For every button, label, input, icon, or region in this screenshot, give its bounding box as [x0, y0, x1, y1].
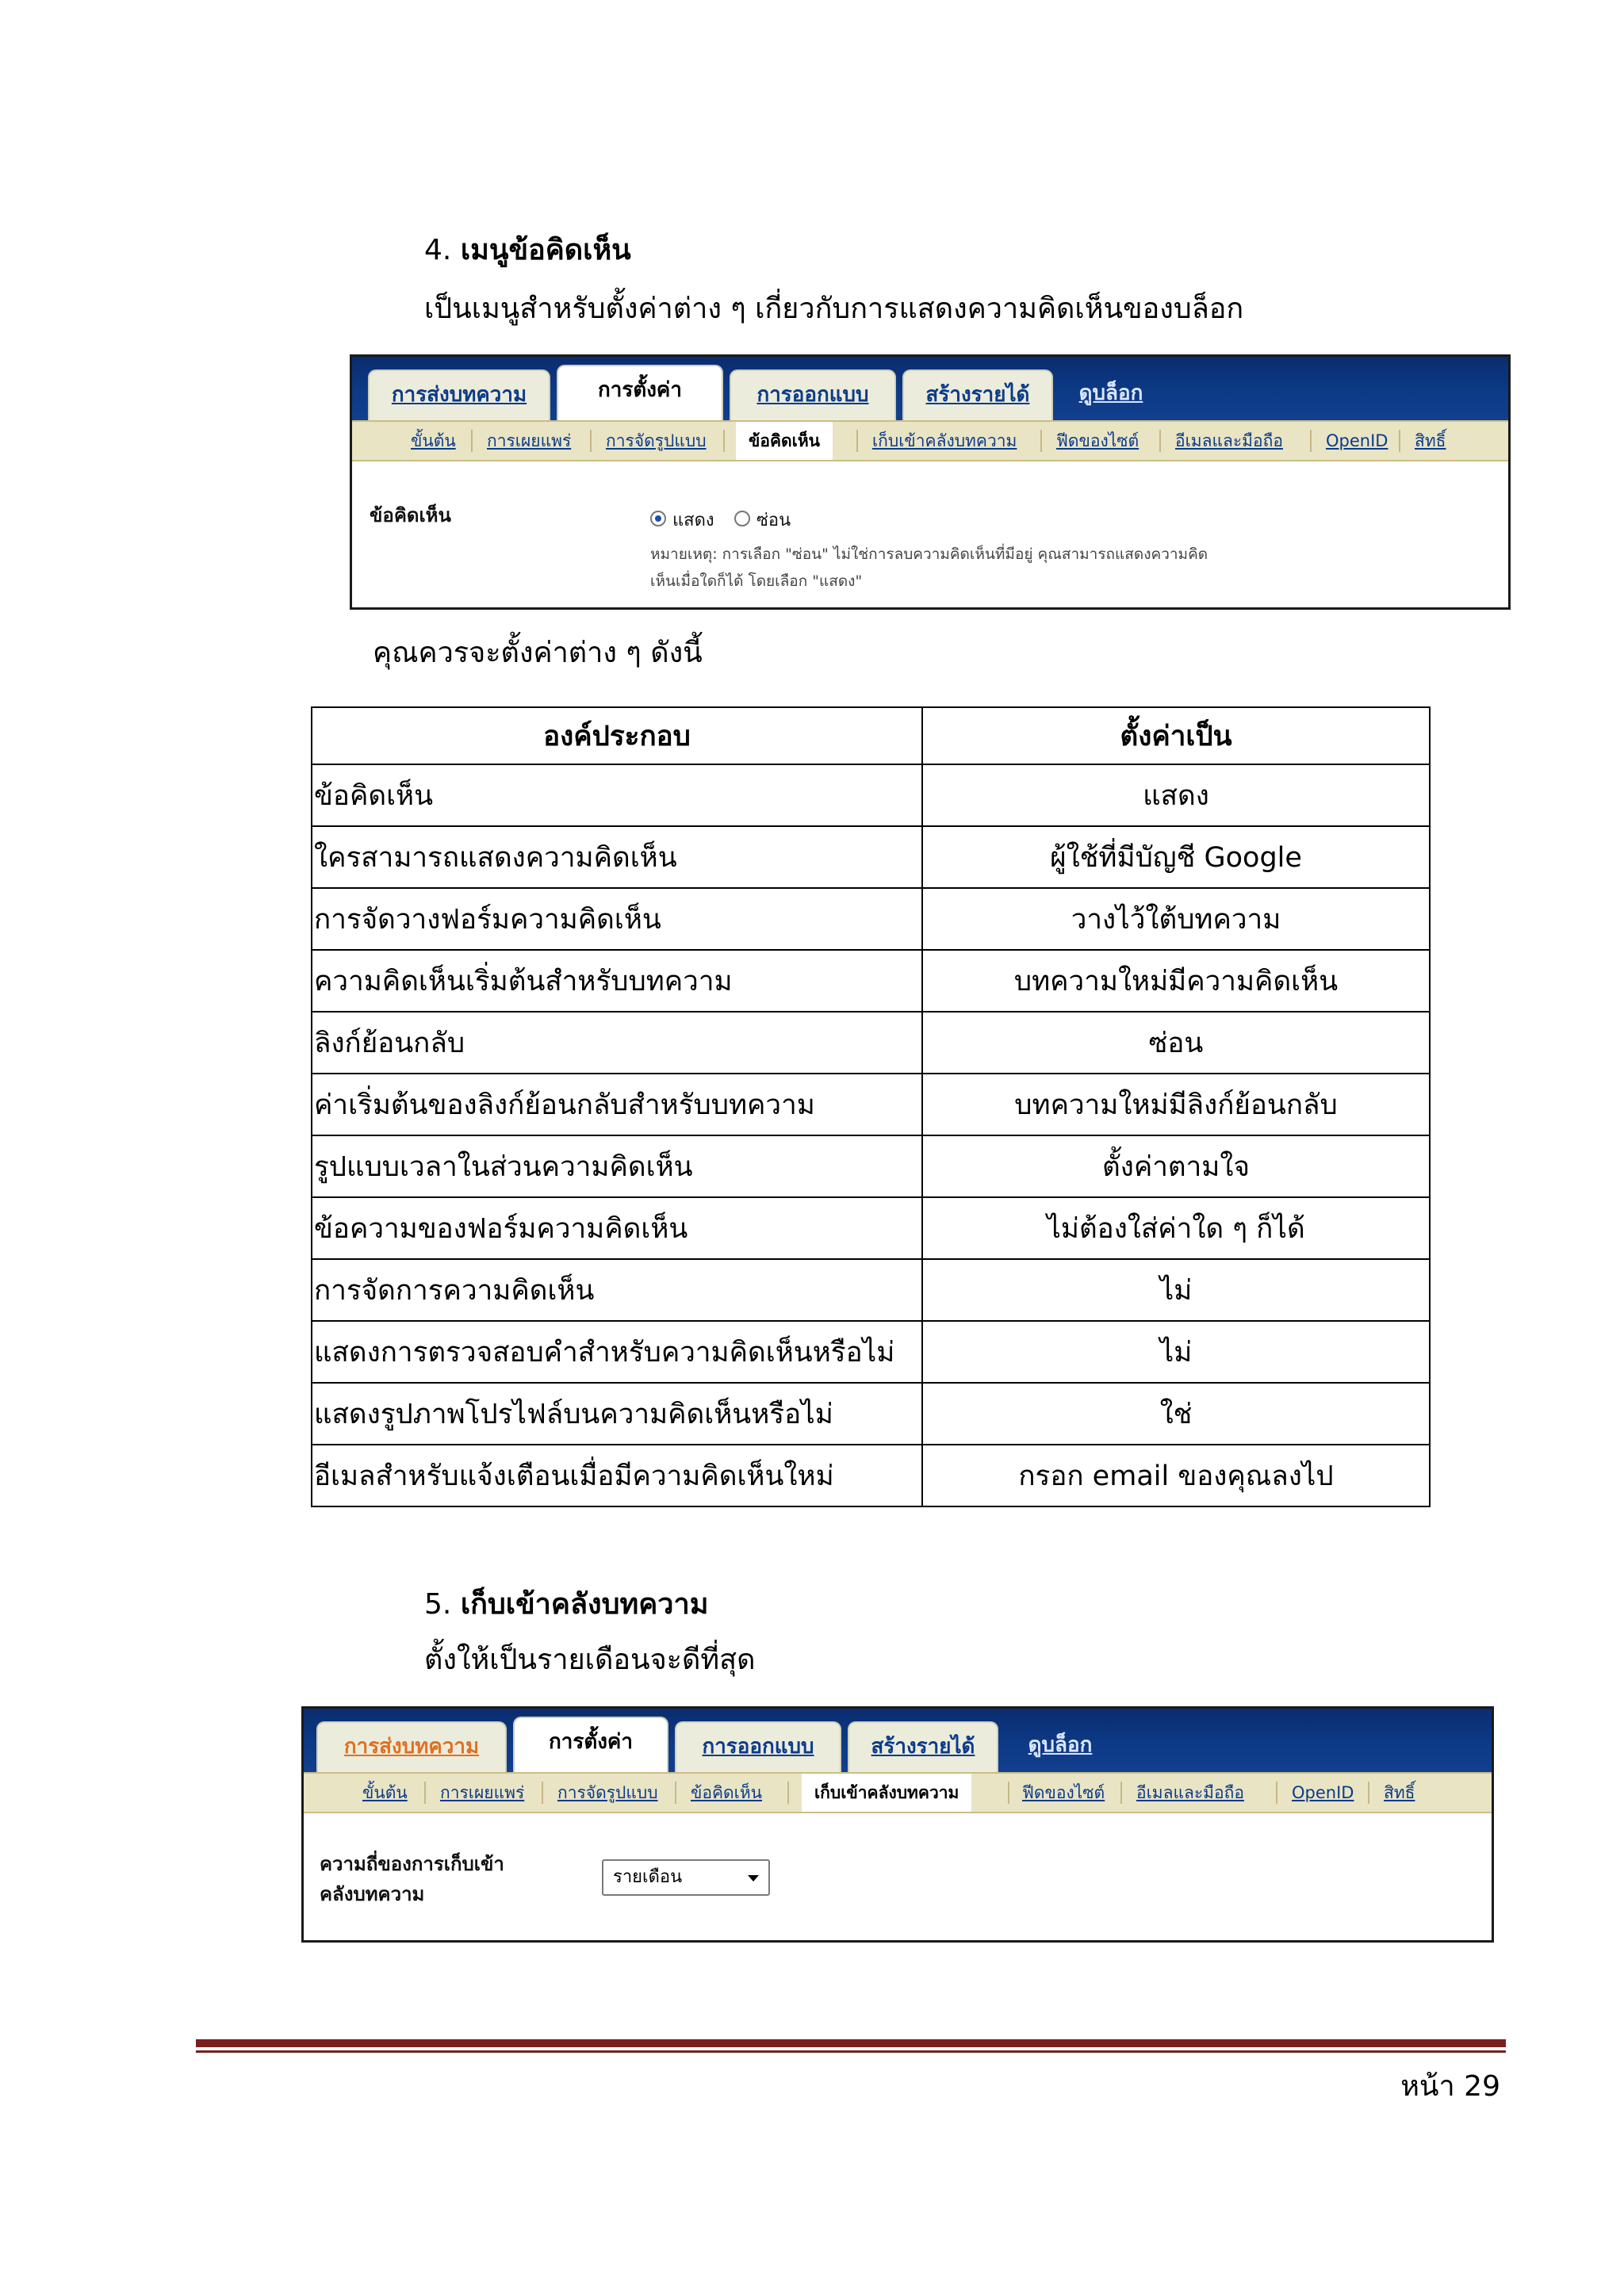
chevron-down-icon — [748, 1875, 759, 1881]
table-cell-value: บทความใหม่มีความคิดเห็น — [922, 950, 1430, 1012]
radio-show-label: แสดง — [672, 511, 714, 530]
table-row — [312, 888, 1430, 950]
subnav-archiving[interactable]: เก็บเข้าคลังบทความ — [872, 431, 1017, 450]
table-cell-element: ค่าเริ่มต้นของลิงก์ย้อนกลับสำหรับบทความ — [312, 1074, 922, 1135]
radio-show[interactable] — [650, 511, 666, 526]
table-row — [312, 1197, 1430, 1259]
subnav-basic[interactable]: ขั้นต้น — [411, 431, 456, 450]
table-cell-element: การจัดวางฟอร์มความคิดเห็น — [312, 888, 922, 950]
tab-settings[interactable]: การตั้งค่า — [557, 365, 723, 420]
archive-frequency-select[interactable] — [602, 1859, 770, 1896]
top-tab-bar — [304, 1709, 1492, 1772]
tab-layout[interactable]: การออกแบบ — [675, 1721, 841, 1772]
subnav-formatting[interactable]: การจัดรูปแบบ — [557, 1783, 658, 1802]
table-row — [312, 764, 1430, 826]
subnav-comments[interactable]: ข้อคิดเห็น — [691, 1783, 763, 1802]
table-cell-element: ความคิดเห็นเริ่มต้นสำหรับบทความ — [312, 950, 922, 1012]
table-cell-element: แสดงการตรวจสอบคำสำหรับความคิดเห็นหรือไม่ — [312, 1321, 922, 1383]
table-intro: คุณควรจะตั้งค่าต่าง ๆ ดังนี้ — [373, 637, 703, 669]
subnav-basic[interactable]: ขั้นต้น — [362, 1783, 408, 1802]
table-cell-value: บทความใหม่มีลิงก์ย้อนกลับ — [922, 1074, 1430, 1135]
radio-hide-label: ซ่อน — [756, 511, 791, 530]
section5-heading — [424, 1586, 708, 1624]
note-line-2: เห็นเมื่อใดก็ได้ โดยเลือก "แสดง" — [650, 572, 863, 590]
table-row — [312, 1259, 1430, 1321]
table-cell-element: การจัดการความคิดเห็น — [312, 1259, 922, 1321]
table-cell-value: ไม่ต้องใส่ค่าใด ๆ ก็ได้ — [922, 1197, 1430, 1259]
table-cell-element: แสดงรูปภาพโปรไฟล์บนความคิดเห็นหรือไม่ — [312, 1383, 922, 1445]
table-row — [312, 826, 1430, 888]
table-cell-value: ไม่ — [922, 1321, 1430, 1383]
table-cell-element: ลิงก์ย้อนกลับ — [312, 1012, 922, 1074]
subnav-permissions[interactable]: สิทธิ์ — [1415, 431, 1446, 450]
settings-subnav — [352, 420, 1508, 461]
table-cell-element: ใครสามารถแสดงความคิดเห็น — [312, 826, 922, 888]
tab-monetize[interactable]: สร้างรายได้ — [902, 369, 1053, 420]
table-row — [312, 1321, 1430, 1383]
table-cell-value: วางไว้ใต้บทความ — [922, 888, 1430, 950]
table-cell-element: อีเมลสำหรับแจ้งเตือนเมื่อมีความคิดเห็นใหม่ — [312, 1445, 922, 1506]
subnav-formatting[interactable]: การจัดรูปแบบ — [606, 431, 707, 450]
table-header-value: ตั้งค่าเป็น — [922, 707, 1430, 764]
archive-frequency-label-line-2: คลังบทความ — [320, 1883, 425, 1905]
table-cell-value: ซ่อน — [922, 1012, 1430, 1074]
note-line-1: หมายเหตุ: การเลือก "ซ่อน" ไม่ใช่การลบความคิดเห็นที่มีอยู่ คุณสามารถแสดงความคิด — [650, 545, 1208, 563]
subnav-email-mobile[interactable]: อีเมลและมือถือ — [1136, 1783, 1244, 1802]
section5-title: เก็บเข้าคลังบทความ — [460, 1588, 709, 1621]
table-cell-value: ไม่ — [922, 1259, 1430, 1321]
table-cell-element: ข้อความของฟอร์มความคิดเห็น — [312, 1197, 922, 1259]
table-header-element: องค์ประกอบ — [312, 707, 922, 764]
archive-frequency-label-line-1: ความถี่ของการเก็บเข้า — [320, 1853, 504, 1875]
subnav-comments[interactable]: ข้อคิดเห็น — [736, 422, 833, 460]
section4-description: เป็นเมนูสำหรับตั้งค่าต่าง ๆ เกี่ยวกับการแสดงความคิดเห็นของบล็อก — [424, 293, 1244, 325]
section5-number: 5. — [424, 1588, 452, 1621]
table-cell-value: ใช่ — [922, 1383, 1430, 1445]
subnav-site-feed[interactable]: ฟีดของไซต์ — [1022, 1783, 1105, 1802]
table-cell-element: ข้อคิดเห็น — [312, 764, 922, 826]
table-cell-element: รูปแบบเวลาในส่วนความคิดเห็น — [312, 1135, 922, 1197]
tab-posting[interactable]: การส่งบทความ — [316, 1721, 507, 1772]
archive-frequency-value: รายเดือน — [613, 1867, 683, 1887]
table-cell-value: กรอก email ของคุณลงไป — [922, 1445, 1430, 1506]
table-cell-value: ผู้ใช้ที่มีบัญชี Google — [922, 826, 1430, 888]
footer-rule — [196, 2039, 1506, 2047]
comments-settings-screenshot — [350, 354, 1511, 610]
section4-number: 4. — [424, 234, 452, 266]
table-row — [312, 950, 1430, 1012]
section5-description: ตั้งให้เป็นรายเดือนจะดีที่สุด — [424, 1644, 756, 1676]
section4-title: เมนูข้อคิดเห็น — [460, 234, 631, 266]
tab-posting[interactable]: การส่งบทความ — [368, 369, 550, 420]
comments-label: ข้อคิดเห็น — [370, 504, 451, 526]
page-number: หน้า 29 — [1400, 2070, 1500, 2103]
subnav-email-mobile[interactable]: อีเมลและมือถือ — [1175, 431, 1283, 450]
tab-layout[interactable]: การออกแบบ — [730, 369, 896, 420]
subnav-archiving[interactable]: เก็บเข้าคลังบทความ — [802, 1774, 971, 1812]
tab-monetize[interactable]: สร้างรายได้ — [848, 1721, 998, 1772]
settings-subnav — [304, 1772, 1492, 1813]
settings-table — [311, 706, 1431, 1507]
subnav-permissions[interactable]: สิทธิ์ — [1384, 1783, 1415, 1802]
subnav-publishing[interactable]: การเผยแพร่ — [440, 1783, 525, 1802]
top-tab-bar — [352, 357, 1508, 420]
table-cell-value: ตั้งค่าตามใจ — [922, 1135, 1430, 1197]
section4-heading — [424, 232, 631, 270]
table-row — [312, 1135, 1430, 1197]
tab-view-blog[interactable]: ดูบล็อก — [1078, 381, 1143, 405]
tab-settings[interactable]: การตั้งค่า — [513, 1717, 668, 1772]
table-cell-value: แสดง — [922, 764, 1430, 826]
subnav-openid[interactable]: OpenID — [1326, 431, 1388, 450]
radio-hide[interactable] — [734, 511, 750, 526]
tab-view-blog[interactable]: ดูบล็อก — [1028, 1733, 1093, 1757]
subnav-openid[interactable]: OpenID — [1292, 1783, 1354, 1802]
table-row — [312, 1383, 1430, 1445]
table-row — [312, 1012, 1430, 1074]
table-row — [312, 1445, 1430, 1506]
subnav-publishing[interactable]: การเผยแพร่ — [487, 431, 572, 450]
archiving-settings-screenshot — [301, 1706, 1494, 1943]
table-row — [312, 1074, 1430, 1135]
subnav-site-feed[interactable]: ฟีดของไซต์ — [1056, 431, 1139, 450]
footer-rule-thin — [196, 2050, 1506, 2053]
